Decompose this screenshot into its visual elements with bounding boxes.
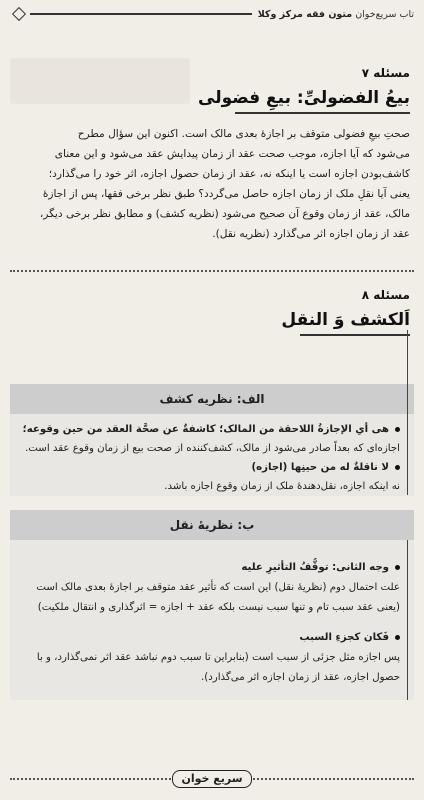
header-title <box>258 9 414 20</box>
box-b-line: حصول اجازه، عقد از زمان اجازه اثر می‌گذارد). <box>201 672 400 683</box>
header-rule <box>30 13 252 15</box>
paragraph-line: صحتِ بیعِ فضولی متوقف بر اجازهٔ بعدی مالک است. اکنون این سؤال مطرح <box>77 128 410 140</box>
box-b-line: علت احتمال دوم (نظریهٔ نقل) این است که تأثیر عقد متوقف بر اجازهٔ بعدی مالک است <box>36 582 400 593</box>
box-b-header: ب: نظریهٔ نقل <box>10 510 414 540</box>
box-b-line: وجه الثانی: توقُّفُ التأثیرِ علیه <box>16 558 400 578</box>
box-a-line: هی أیِ الإجازةُ اللاحقة من المالک؛ کاشفةٌ عن صحَّة العقد من حین وقوعه؛ <box>16 420 400 440</box>
section8-number: مسئله ۸ <box>361 288 410 302</box>
bullet-icon <box>395 565 400 570</box>
section8-title: اَلکشف وَ النقل <box>281 310 410 330</box>
paragraph-line: کاشف‌بودن اجازه است یا اینکه نه، عقد از زمان حصول اجازه، اثر خود را می‌گذارد؛ <box>48 168 410 180</box>
box-b-line: (یعنی عقد سبب تام و تنها سبب نیست بلکه عقد + اجازه = اثرگذاری و انتقال ملکیت) <box>37 602 400 613</box>
bullet-icon <box>395 427 400 432</box>
paragraph-line: عقد از زمان اجازه اثر می‌گذارد (نظریه نقل). <box>212 228 410 240</box>
box-a-connector <box>407 330 409 495</box>
page-header <box>0 0 424 28</box>
box-a-line: نه اینکه اجازه، نقل‌دهندهٔ ملک از زمان وقوع اجازه باشد. <box>164 481 400 492</box>
section8-title-underline <box>300 334 410 336</box>
paragraph-line: مالک، عقد از زمان وقوع آن صحیح می‌شود (نظریه کشف) و مطابق نظر برخی دیگر، <box>39 208 410 220</box>
section7-title: بیعُ الفضولیِّ: بیعِ فضولی <box>198 88 410 108</box>
section7-paragraph <box>12 124 410 244</box>
box-b-connector <box>407 540 409 700</box>
box-b-line: پس اجازه مثل جزئی از سبب است (بنابراین تا سبب دوم نباشد عقد اثر نمی‌گذارد، و با <box>36 652 400 663</box>
box-a-header: الف: نظریه کشف <box>10 384 414 414</box>
header-diamond-icon <box>12 7 26 21</box>
box-a-line: اجازه‌ای که بعداً صادر می‌شود از مالک، کشف‌کننده از صحت بیع از زمان وقوع عقد است. <box>25 443 400 454</box>
header-book: تاب سریع‌خوان <box>355 8 414 20</box>
paragraph-line: می‌شود که آیا اجازه، موجب صحت عقد از زمان پیدایش عقد می‌شود و این معنای <box>54 148 410 160</box>
header-book-title: متون فقه مرکز وکلا <box>257 8 353 20</box>
section7-number: مسئله ۷ <box>361 66 410 80</box>
page-footer <box>0 766 424 792</box>
bullet-icon <box>395 465 400 470</box>
box-a-line: لا ناقلةٌ له من حینِها (اجازه) <box>16 458 400 478</box>
section-divider <box>10 270 414 272</box>
faded-stamp-area <box>10 58 190 104</box>
bullet-icon <box>395 635 400 640</box>
section7-title-underline <box>235 112 410 114</box>
footer-logo: سریع خوان <box>172 770 251 788</box>
paragraph-line: یعنی آیا نقلِ ملک از زمان اجازه حاصل می‌گردد؟ طبق نظر برخی فقها، پس از اجازهٔ <box>42 188 410 200</box>
box-b-line: فَکان کجزءِ السبب <box>16 628 400 648</box>
